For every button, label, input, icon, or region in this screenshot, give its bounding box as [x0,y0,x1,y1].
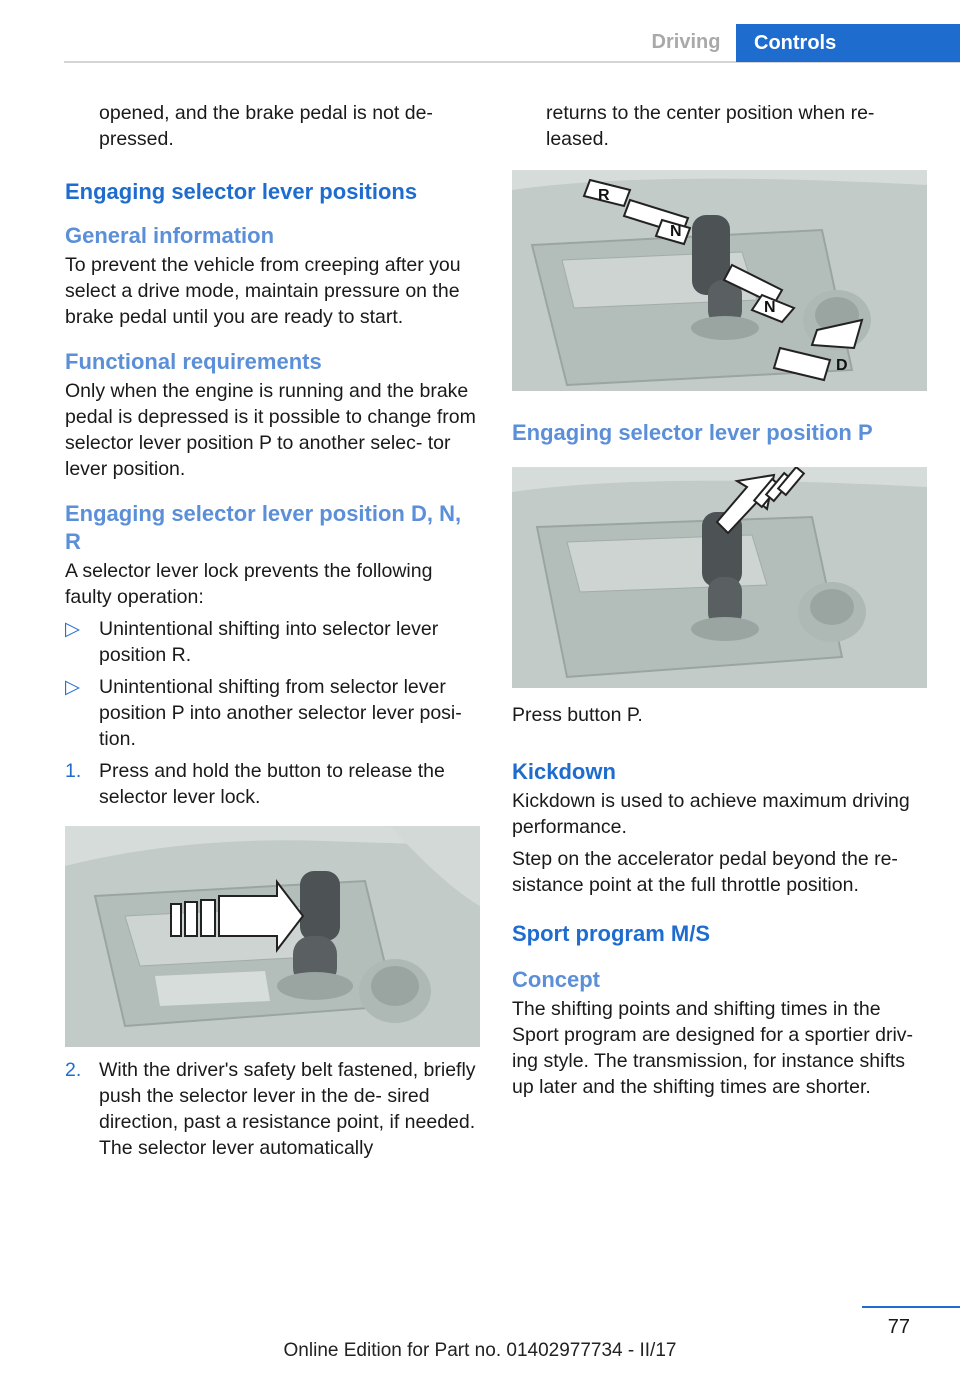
figure-label-d: D [836,357,848,374]
concept-text: The shifting points and shifting times in the Sport program are designed for a sportier driv‐ ing style. The transmission, for instance shifts up later and the shifting times are shorter. [512,998,914,1098]
step-text: Press and hold the button to release the selector lever lock. [99,760,445,808]
figure-label-r: R [598,187,610,204]
kickdown-text-2: Step on the accelerator pedal beyond the re‐ sistance point at the full throttle position. [512,848,898,896]
step-text: With the driver's safety belt fastened, briefly push the selector lever in the de‐ sired direction, past a resistance point, if needed. The selector lever automatically [99,1059,476,1159]
left-column [65,100,483,1161]
list-item-text: Unintentional shifting from selector lever position P into another selector lever posi‐ tion. [99,676,462,750]
list-item-text: Unintentional shifting into selector lever position R. [99,618,439,666]
triangle-bullet-icon: ▷ [65,618,80,640]
kickdown-text-1: Kickdown is used to achieve maximum driving performance. [512,790,910,838]
page-number: 77 [887,1316,910,1338]
list-item [65,616,483,668]
figure-label-n-bottom: N [764,299,776,316]
functional-requirements-text: Only when the engine is running and the brake pedal is depressed is it possible to change from selector lever position P to another selec‐ tor lever position. [65,380,476,480]
step-item [65,1057,483,1161]
selector-lever-illustration [65,826,480,1047]
list-item [65,674,483,752]
step-number: 1. [65,760,82,782]
heading-position-dnr: Engaging selector lever position D, N, R [65,501,462,554]
heading-concept: Concept [512,967,600,992]
general-information-text: To prevent the vehicle from creeping after you select a drive mode, maintain pressure on the brake pedal until you are ready to start. [65,254,461,328]
heading-kickdown: Kickdown [512,759,616,784]
selector-directions-illustration [512,170,927,391]
heading-general-information: General information [65,223,275,248]
figure-selector-lever-release [65,826,480,1047]
heading-sport-program: Sport program M/S [512,921,711,946]
continued-text: returns to the center position when re‐ leased. [546,102,875,150]
right-column [512,100,930,1100]
step-item [65,758,483,810]
triangle-bullet-icon: ▷ [65,676,80,698]
footer-edition: Online Edition for Part no. 01402977734 - II/17 [283,1340,677,1361]
heading-functional-requirements: Functional requirements [65,349,322,374]
figure-label-n-top: N [670,223,682,240]
continued-text: opened, and the brake pedal is not de‐ pressed. [99,102,433,150]
button-p-illustration [512,467,927,688]
press-button-p-text: Press button P. [512,704,643,726]
tab-driving[interactable]: Driving [651,31,721,53]
figure-selector-lever-directions [512,170,927,391]
figure-button-p [512,467,927,688]
heading-engaging-positions: Engaging selector lever positions [65,179,418,204]
tab-controls[interactable]: Controls [736,24,960,62]
heading-position-p: Engaging selector lever position P [512,420,873,445]
selector-lock-text: A selector lever lock prevents the following faulty operation: [65,560,433,608]
footer-rule [862,1306,960,1308]
step-number: 2. [65,1059,82,1081]
